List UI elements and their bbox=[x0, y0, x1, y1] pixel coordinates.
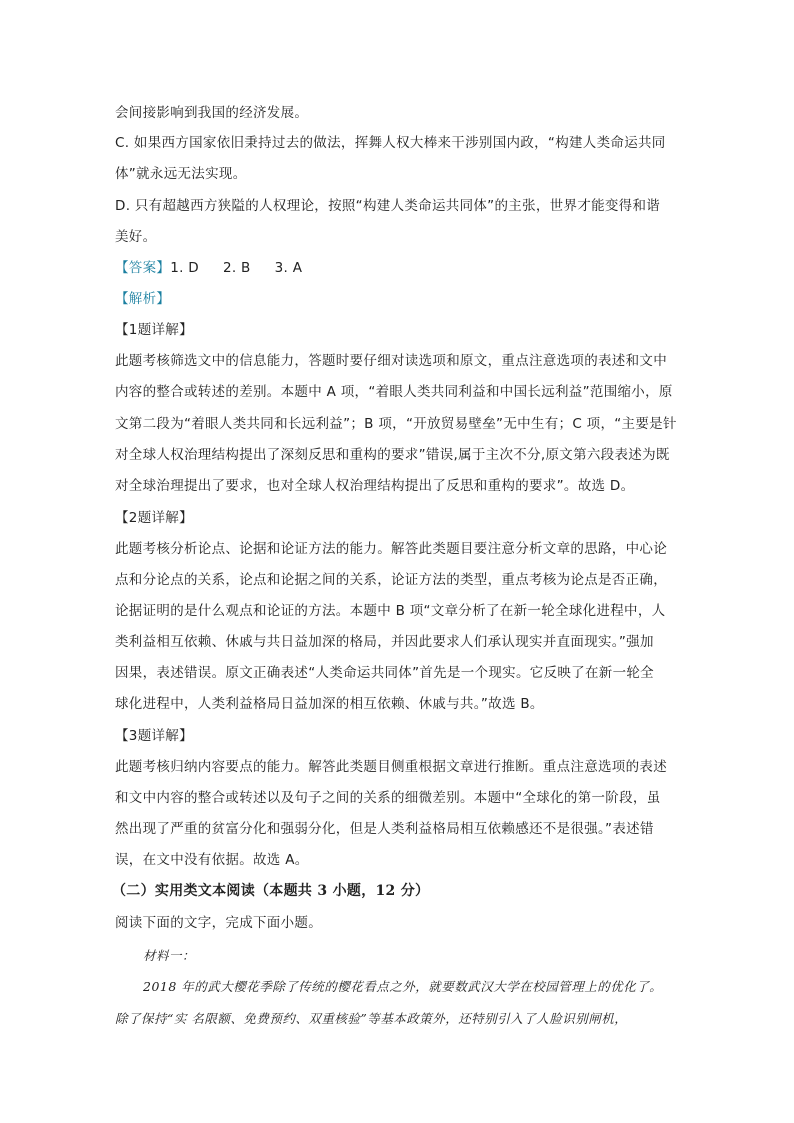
q2-line: 点和分论点的关系，论点和论据之间的关系，论证方法的类型，重点考核为论点是否正确， bbox=[115, 572, 667, 588]
q1-line: 对全球治理提出了要求，也对全球人权治理结构提出了反思和重构的要求”。故选 D。 bbox=[115, 478, 635, 494]
q2-line: 因果，表述错误。原文正确表述“人类命运共同体”首先是一个现实。它反映了在新一轮全 bbox=[115, 665, 654, 681]
material-paragraph-line: 除了保持“实 名限额、免费预约、双重核验”等基本政策外，还特别引入了人脸识别闸机， bbox=[115, 1011, 628, 1026]
q3-heading: 【3题详解】 bbox=[115, 728, 193, 744]
q3-line: 此题考核归纳内容要点的能力。解答此类题目侧重根据文章进行推断。重点注意选项的表述 bbox=[115, 759, 667, 775]
material-paragraph-line: 2018 年的武大樱花季除了传统的樱花看点之外，就要数武汉大学在校园管理上的优化了。 bbox=[143, 979, 663, 994]
analysis-label: 【解析】 bbox=[115, 291, 171, 307]
answer-line bbox=[115, 258, 302, 278]
q1-line: 内容的整合或转述的差别。本题中 A 项，“着眼人类共同利益和中国长远利益”范围缩小，原 bbox=[115, 384, 673, 400]
option-c-line-2: 体”就永远无法实现。 bbox=[115, 166, 247, 182]
q3-line: 误，在文中没有依据。故选 A。 bbox=[115, 852, 309, 868]
q2-heading: 【2题详解】 bbox=[115, 510, 193, 526]
answer-2: 2. B bbox=[222, 260, 251, 276]
q2-line: 类利益相互依赖、休戚与共日益加深的格局，并因此要求人们承认现实并直面现实。”强加 bbox=[115, 634, 654, 650]
section-2-title: （二）实用类文本阅读（本题共 3 小题，12 分） bbox=[112, 883, 430, 899]
option-d-line-2: 美好。 bbox=[115, 229, 157, 245]
q3-line: 然出现了严重的贫富分化和强弱分化，但是人类利益格局相互依赖感还不是很强。”表述错 bbox=[115, 821, 654, 837]
material-label: 材料一： bbox=[143, 948, 196, 963]
answer-3: 3. A bbox=[274, 260, 303, 276]
q1-line: 对全球人权治理结构提出了深刻反思和重构的要求”错误,属于主次不分,原文第六段表述为既 bbox=[115, 447, 670, 463]
text-line: 会间接影响到我国的经济发展。 bbox=[115, 105, 309, 121]
q2-line: 球化进程中，人类利益格局日益加深的相互依赖、休戚与共。”故选 B。 bbox=[115, 696, 544, 712]
q3-line: 和文中内容的整合或转述以及句子之间的关系的细微差别。本题中“全球化的第一阶段，虽 bbox=[115, 790, 661, 806]
q1-line: 此题考核筛选文中的信息能力，答题时要仔细对读选项和原文，重点注意选项的表述和文中 bbox=[115, 353, 667, 369]
option-c-line-1: C. 如果西方国家依旧秉持过去的做法，挥舞人权大棒来干涉别国内政，“构建人类命运共同 bbox=[115, 135, 666, 151]
answer-label: 【答案】 bbox=[115, 260, 171, 276]
answer-1: 1. D bbox=[170, 260, 199, 276]
option-d-line-1: D. 只有超越西方狭隘的人权理论，按照“构建人类命运共同体”的主张，世界才能变得和谐 bbox=[115, 198, 661, 214]
q2-line: 此题考核分析论点、论据和论证方法的能力。解答此类题目要注意分析文章的思路，中心论 bbox=[115, 541, 667, 557]
q1-line: 文第二段为“着眼人类共同和长远利益”；B 项，“开放贸易壁垒”无中生有；C 项，“主要是针 bbox=[115, 416, 677, 432]
q2-line: 论据证明的是什么观点和论证的方法。本题中 B 项“文章分析了在新一轮全球化进程中，人 bbox=[115, 603, 666, 619]
section-2-instruction: 阅读下面的文字，完成下面小题。 bbox=[115, 915, 322, 931]
q1-heading: 【1题详解】 bbox=[115, 322, 193, 338]
